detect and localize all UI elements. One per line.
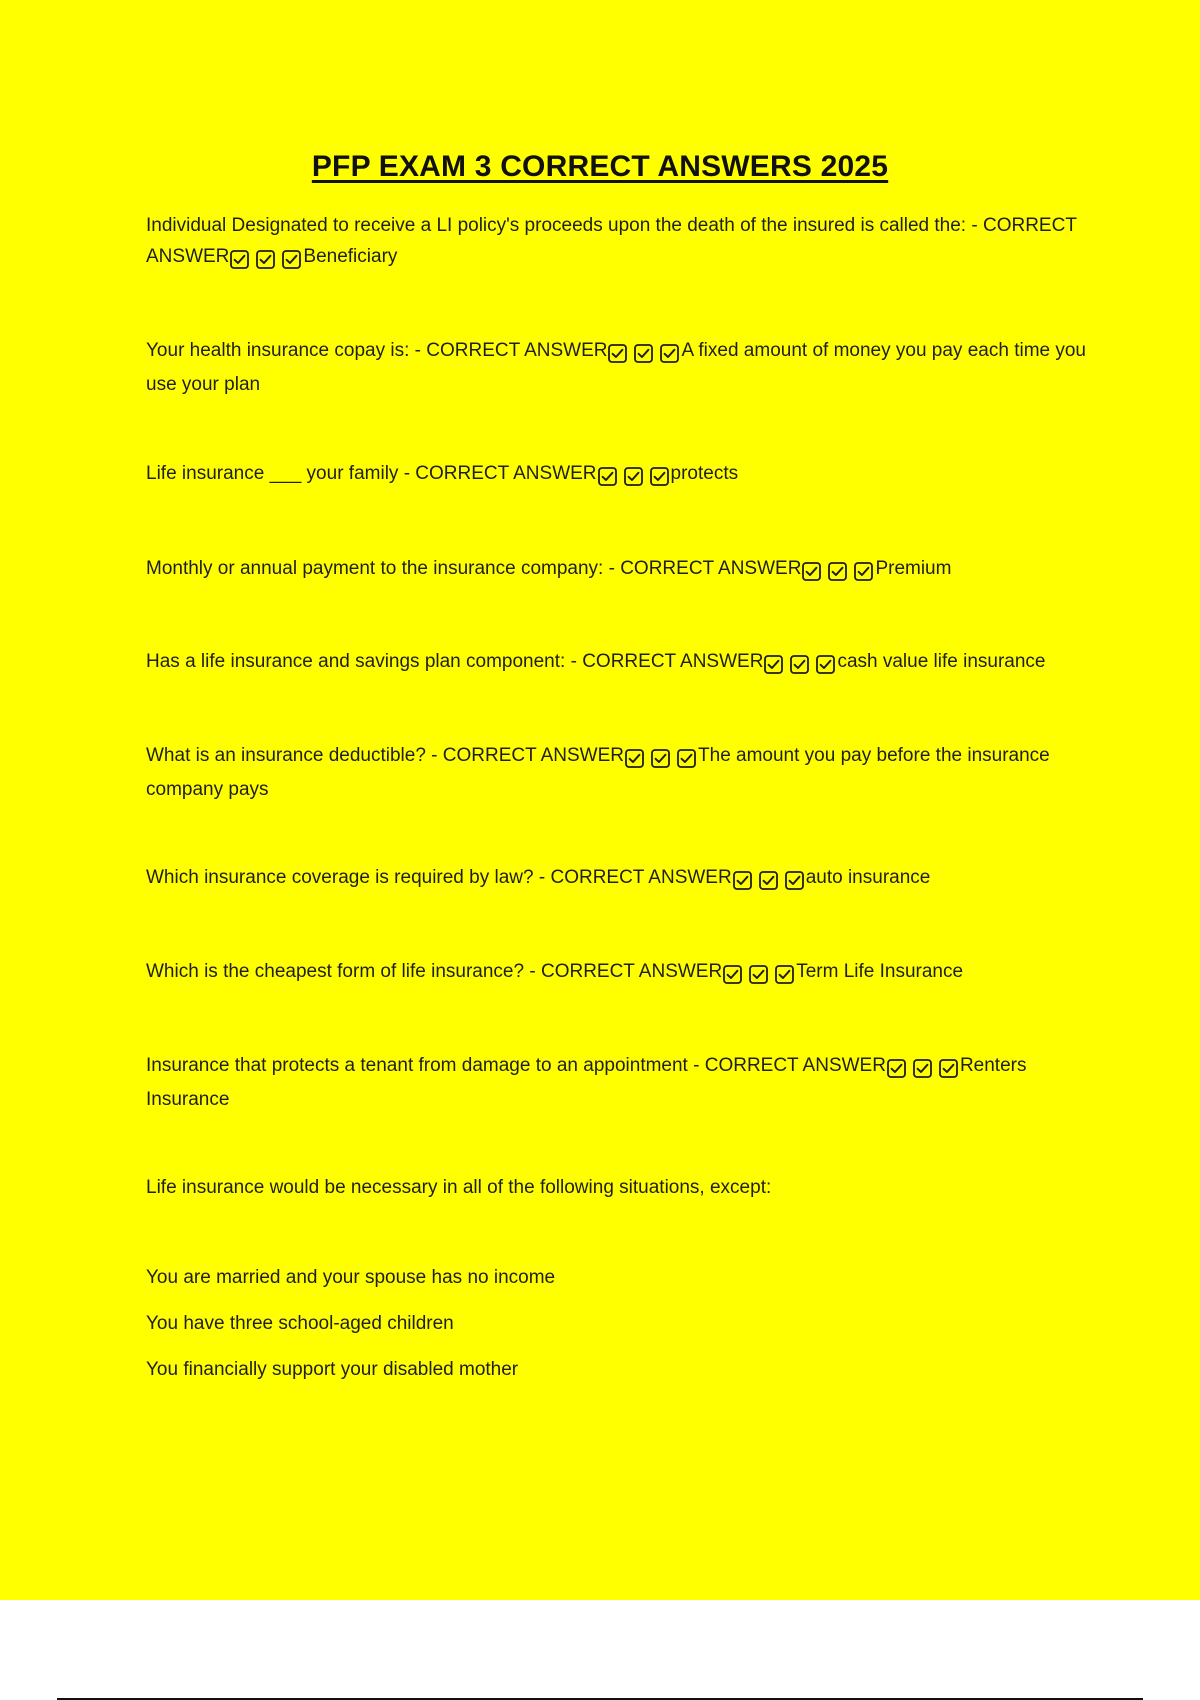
checkbox-check-icon <box>764 655 783 674</box>
answer-checks <box>764 649 836 680</box>
checkbox-check-icon <box>775 965 794 984</box>
answer-text: Premium <box>875 558 952 579</box>
question-text: Insurance that protects a tenant from damage to an appointment - <box>146 1055 705 1076</box>
answer-checks <box>802 556 874 587</box>
qa-item-9 <box>146 1050 1096 1115</box>
answer-marker: CORRECT ANSWER <box>442 745 625 766</box>
answer-text: A fixed amount of money you pay each time you use your plan <box>146 340 1086 395</box>
checkbox-check-icon <box>282 250 301 269</box>
answer-checks <box>887 1053 959 1084</box>
checkbox-check-icon <box>634 344 653 363</box>
answer-marker: CORRECT ANSWER <box>582 651 764 672</box>
option-item: You are married and your spouse has no income <box>146 1267 556 1288</box>
answer-checks <box>608 338 680 369</box>
answer-marker: CORRECT ANSWER <box>426 340 608 361</box>
answer-text: Term Life Insurance <box>796 961 964 982</box>
checkbox-check-icon <box>723 965 742 984</box>
checkbox-check-icon <box>749 965 768 984</box>
final-question: Life insurance would be necessary in all of the following situations, except: <box>146 1177 772 1198</box>
qa-item-1 <box>146 210 1096 275</box>
qa-item-3 <box>146 458 738 492</box>
qa-item-2 <box>146 335 1096 400</box>
checkbox-check-icon <box>660 344 679 363</box>
answer-checks <box>625 743 697 774</box>
checkbox-check-icon <box>854 562 873 581</box>
qa-item-6 <box>146 740 1096 805</box>
question-text: Individual Designated to receive a LI policy's proceeds upon the death of the insured is called the: - <box>146 215 983 236</box>
checkbox-check-icon <box>625 749 644 768</box>
question-text: Life insurance ___ your family - <box>146 463 416 484</box>
checkbox-check-icon <box>790 655 809 674</box>
answer-text: auto insurance <box>805 867 931 888</box>
question-text: Has a life insurance and savings plan component: - <box>146 651 583 672</box>
option-item: You financially support your disabled mother <box>146 1359 519 1380</box>
question-text: Monthly or annual payment to the insurance company: - <box>146 558 621 579</box>
checkbox-check-icon <box>598 467 617 486</box>
answer-text: Beneficiary <box>303 246 398 267</box>
checkbox-check-icon <box>802 562 821 581</box>
question-text: Which insurance coverage is required by law? - <box>146 867 551 888</box>
checkbox-check-icon <box>733 871 752 890</box>
question-text: Your health insurance copay is: - <box>146 340 427 361</box>
checkbox-check-icon <box>651 749 670 768</box>
answer-checks <box>230 244 302 275</box>
checkbox-check-icon <box>608 344 627 363</box>
answer-checks <box>733 865 805 896</box>
answer-text: The amount you pay before the insurance company pays <box>146 745 1050 800</box>
checkbox-check-icon <box>828 562 847 581</box>
answer-marker: CORRECT ANSWER <box>550 867 732 888</box>
answer-marker: CORRECT ANSWER <box>540 961 723 982</box>
checkbox-check-icon <box>759 871 778 890</box>
answer-checks <box>598 461 670 492</box>
option-item: You have three school-aged children <box>146 1313 454 1334</box>
checkbox-check-icon <box>785 871 804 890</box>
checkbox-check-icon <box>677 749 696 768</box>
answer-text: protects <box>670 463 739 484</box>
answer-text: Renters Insurance <box>146 1055 1027 1110</box>
qa-item-8 <box>146 956 963 990</box>
checkbox-check-icon <box>230 250 249 269</box>
question-text: Which is the cheapest form of life insurance? - <box>146 961 541 982</box>
checkbox-check-icon <box>913 1059 932 1078</box>
checkbox-check-icon <box>624 467 643 486</box>
checkbox-check-icon <box>650 467 669 486</box>
checkbox-check-icon <box>887 1059 906 1078</box>
qa-item-5 <box>146 646 1046 680</box>
answer-marker: CORRECT ANSWER <box>146 215 1077 267</box>
answer-marker: CORRECT ANSWER <box>704 1055 886 1076</box>
checkbox-check-icon <box>939 1059 958 1078</box>
qa-item-7 <box>146 862 930 896</box>
checkbox-check-icon <box>816 655 835 674</box>
answer-marker: CORRECT ANSWER <box>415 463 597 484</box>
answer-marker: CORRECT ANSWER <box>620 558 802 579</box>
checkbox-check-icon <box>256 250 275 269</box>
answer-checks <box>723 959 795 990</box>
answer-text: cash value life insurance <box>837 651 1046 672</box>
question-text: What is an insurance deductible? - <box>146 745 443 766</box>
document-title: PFP EXAM 3 CORRECT ANSWERS 2025 <box>311 150 889 183</box>
qa-item-4 <box>146 553 951 587</box>
